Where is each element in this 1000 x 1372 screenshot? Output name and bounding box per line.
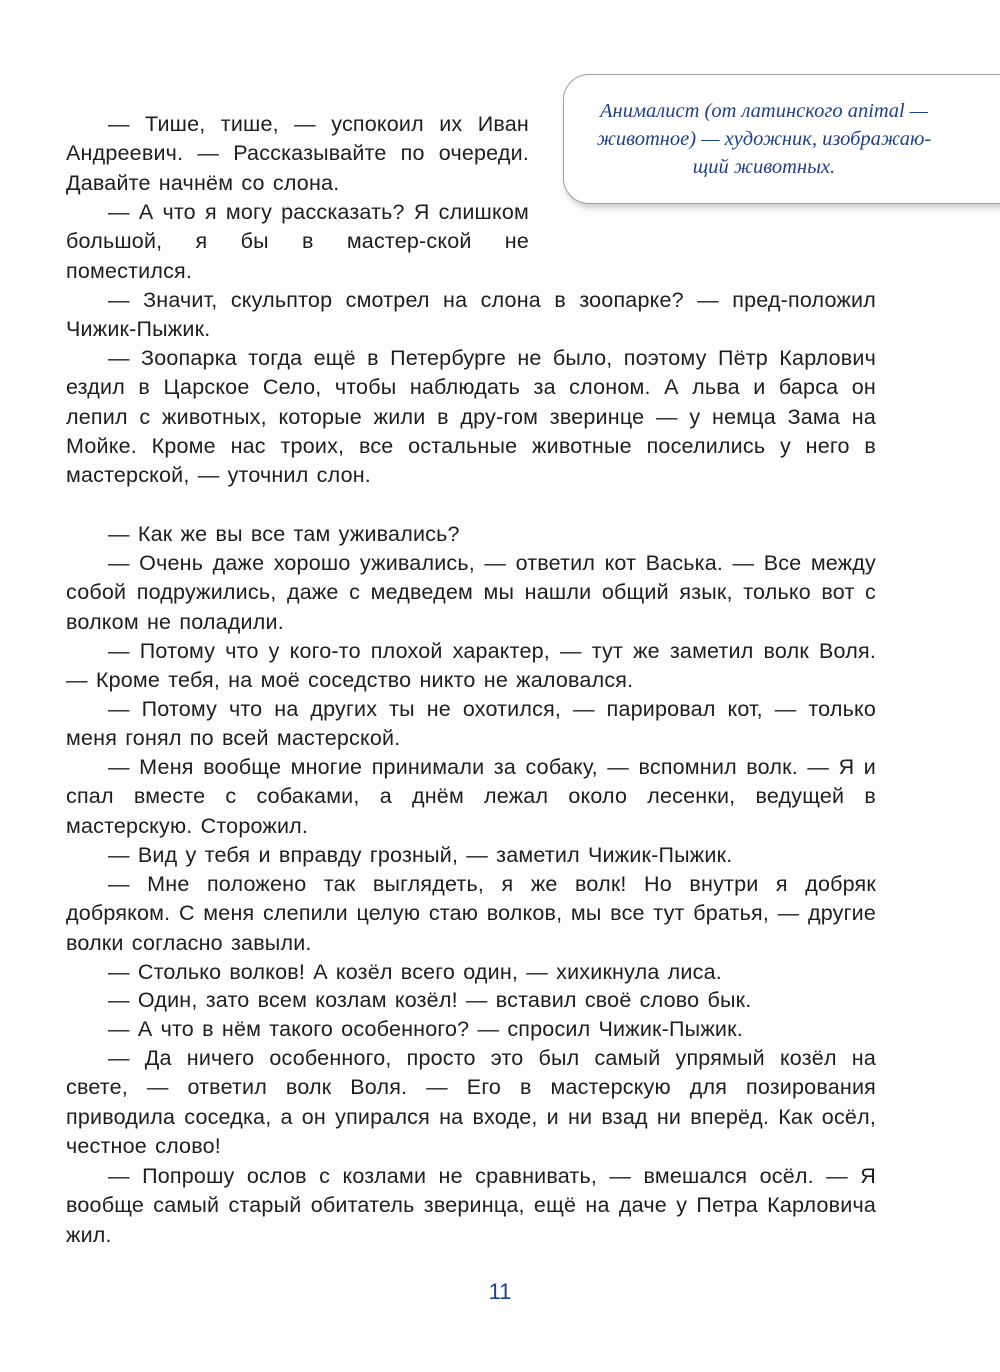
paragraph: — Меня вообще многие принимали за собаку, — вспомнил волк. — Я и спал вместе с собаками, а днём лежал около лесенки, ведущей в мастерскую. Сторожил. — [66, 755, 876, 838]
definition-note-box — [563, 74, 1000, 204]
paragraph: — Как же вы все там уживались? — [108, 522, 460, 546]
page-number: 11 — [488, 1279, 512, 1304]
paragraph: — Да ничего особенного, просто это был самый упрямый козёл на свете, — ответил волк Воля. — Его в мастерскую для позирования приводила соседка, а он упирался на входе, и ни взад ни вперёд. Как осёл, честное слово! — [66, 1046, 876, 1158]
paragraph: — Столько волков! А козёл всего один, — хихикнула лиса. — [108, 960, 722, 984]
definition-note-text: Анималист (от латинского animal — животное) — художник, изображаю- щий животных. — [596, 100, 932, 178]
paragraph: — А что в нём такого особенного? — спросил Чижик-Пыжик. — [108, 1017, 743, 1041]
paragraph: — Один, зато всем козлам козёл! — вставил своё слово бык. — [108, 988, 752, 1012]
paragraph: — Зоопарка тогда ещё в Петербурге не было, поэтому Пётр Карлович ездил в Царское Село, чтобы наблюдать за слоном. А льва и барса он лепил с животных, которые жили в дру-гом зверинце — у немца Зама на Мойке. Кроме нас троих, все остальные животные поселились у него в мастерской, — уточнил слон. — [66, 346, 876, 488]
paragraph: — Значит, скульптор смотрел на слона в зоопарке? — пред-положил Чижик-Пыжик. — [66, 288, 876, 342]
paragraph: — Тише, тише, — успокоил их Иван Андреевич. — Рассказывайте по очереди. Давайте начнём со слона. — [66, 112, 529, 195]
paragraph: — Попрошу ослов с козлами не сравнивать, — вмешался осёл. — Я вообще самый старый обитатель зверинца, ещё на даче у Петра Карловича жил. — [66, 1164, 876, 1247]
paragraph: — Мне положено так выглядеть, я же волк! Но внутри я добряк добряком. С меня слепили целую стаю волков, мы все тут братья, — другие волки согласно завыли. — [66, 872, 876, 955]
paragraph: — Потому что на других ты не охотился, — парировал кот, — только меня гонял по всей мастерской. — [66, 697, 876, 751]
paragraph: — Потому что у кого-то плохой характер, — тут же заметил волк Воля. — Кроме тебя, на моё соседство никто не жаловался. — [66, 639, 876, 693]
paragraph: — Очень даже хорошо уживались, — ответил кот Васька. — Все между собой подружились, даже с медведем мы нашли общий язык, только вот с волком не поладили. — [66, 551, 876, 634]
paragraph: — Вид у тебя и вправду грозный, — заметил Чижик-Пыжик. — [108, 843, 733, 867]
paragraph: — А что я могу рассказать? Я слишком большой, я бы в мастер-ской не поместился. — [66, 200, 529, 283]
